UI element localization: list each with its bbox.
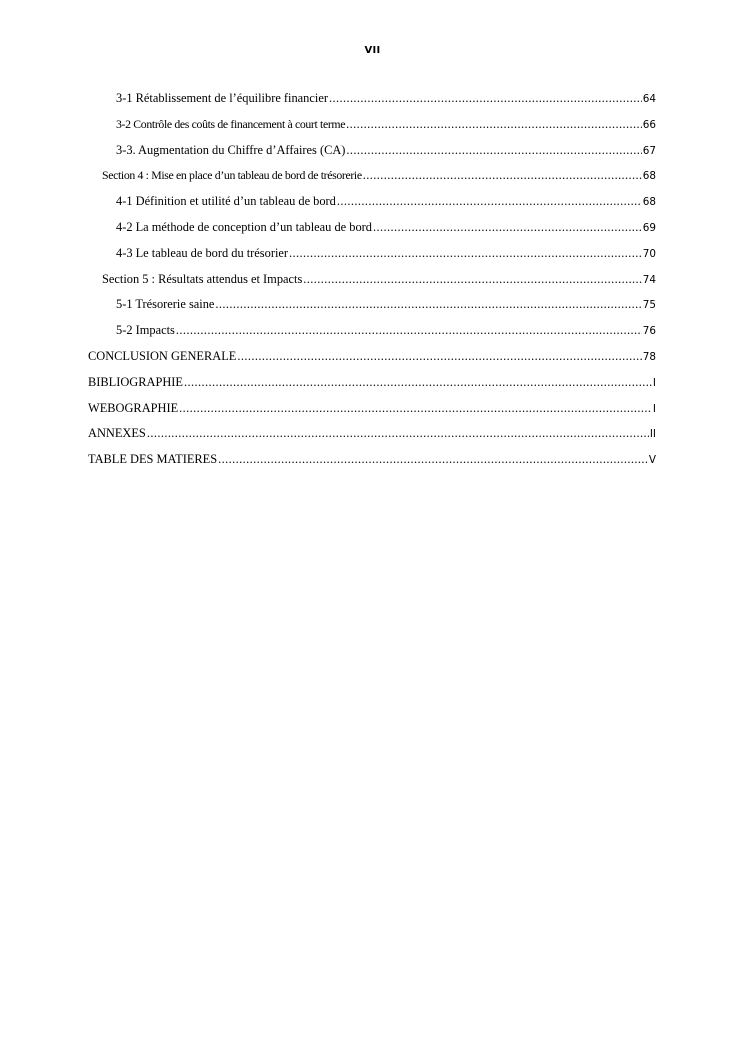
toc-entry[interactable] [88, 163, 656, 189]
toc-entry-page: 66 [642, 118, 656, 131]
toc-entry-label: TABLE DES MATIERES [88, 452, 218, 467]
dot-leader [337, 189, 642, 215]
toc-entry-label: Section 5 : Résultats attendus et Impacts [102, 271, 303, 286]
dot-leader [218, 447, 648, 473]
toc-entry[interactable] [88, 138, 656, 164]
dot-leader [147, 421, 649, 447]
toc-entry[interactable] [88, 370, 656, 396]
toc-entry-page: 67 [642, 144, 656, 157]
toc-entry[interactable] [88, 447, 656, 473]
toc-entry[interactable] [88, 86, 656, 112]
dot-leader [346, 112, 642, 138]
toc-entry-label: 4-1 Définition et utilité d’un tableau de bord [116, 194, 336, 209]
toc-entry[interactable] [88, 267, 656, 293]
toc-entry[interactable] [88, 396, 656, 422]
dot-leader [215, 292, 641, 318]
toc-entry-label: BIBLIOGRAPHIE [88, 374, 183, 389]
table-of-contents [88, 86, 656, 473]
toc-entry[interactable] [88, 241, 656, 267]
toc-entry-label: WEBOGRAPHIE [88, 400, 179, 415]
toc-entry[interactable] [88, 318, 656, 344]
dot-leader [237, 344, 641, 370]
toc-entry-label: CONCLUSION GENERALE [88, 348, 237, 363]
dot-leader [363, 163, 642, 189]
toc-entry-page: 68 [642, 170, 656, 183]
toc-entry[interactable] [88, 421, 656, 447]
toc-entry-page: 70 [642, 247, 656, 260]
toc-entry[interactable] [88, 112, 656, 138]
toc-entry[interactable] [88, 344, 656, 370]
toc-entry-page: 74 [642, 273, 656, 286]
toc-entry-label: 3-1 Rétablissement de l’équilibre financier [116, 91, 328, 105]
page-number: VII [364, 45, 381, 56]
dot-leader [289, 241, 642, 267]
toc-entry-page: 69 [642, 221, 656, 234]
dot-leader [179, 396, 652, 422]
toc-entry-page: 76 [642, 325, 656, 338]
toc-entry[interactable] [88, 189, 656, 215]
toc-entry-label: Section 4 : Mise en place d’un tableau de bord de trésorerie [102, 168, 362, 183]
toc-entry-label: 3-3. Augmentation du Chiffre d’Affaires (CA) [116, 142, 346, 157]
dot-leader [303, 267, 641, 293]
toc-entry-label: 5-1 Trésorerie saine [116, 297, 215, 312]
toc-entry-page: I [652, 402, 656, 415]
toc-entry[interactable] [88, 292, 656, 318]
dot-leader [373, 215, 642, 241]
dot-leader [329, 86, 642, 112]
toc-entry-page: V [648, 454, 656, 467]
toc-entry-label: 5-2 Impacts [116, 323, 175, 338]
toc-entry-label: 4-3 Le tableau de bord du trésorier [116, 245, 289, 260]
toc-entry[interactable] [88, 215, 656, 241]
dot-leader [176, 318, 642, 344]
toc-entry-page: II [649, 428, 656, 441]
toc-entry-page: 75 [642, 299, 656, 312]
toc-entry-page: 68 [642, 196, 656, 209]
toc-entry-label: 3-2 Contrôle des coûts de financement à court terme [116, 116, 346, 131]
dot-leader [184, 370, 652, 396]
dot-leader [346, 138, 641, 164]
toc-entry-page: 78 [642, 350, 656, 363]
toc-entry-label: ANNEXES [88, 426, 146, 441]
toc-entry-label: 4-2 La méthode de conception d’un tableau de bord [116, 219, 372, 234]
toc-entry-page: I [652, 376, 656, 389]
toc-entry-page: 64 [642, 93, 656, 105]
